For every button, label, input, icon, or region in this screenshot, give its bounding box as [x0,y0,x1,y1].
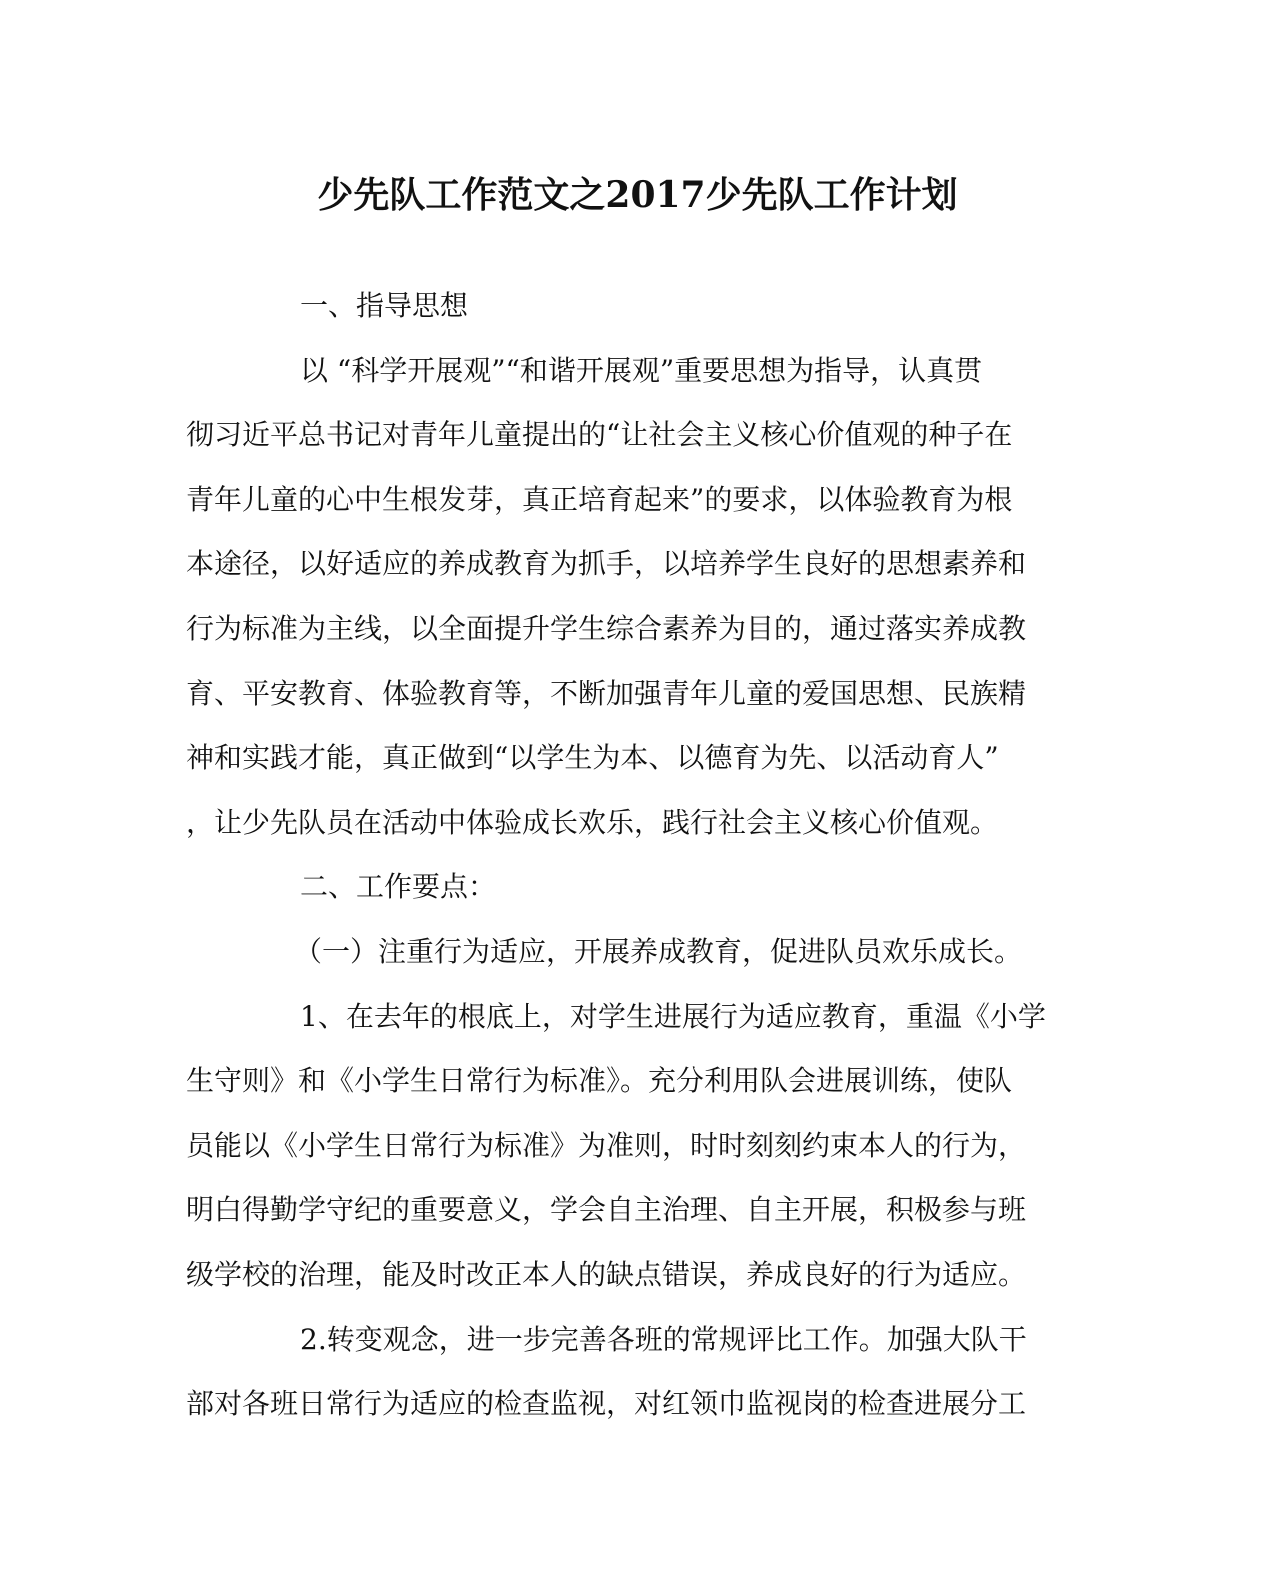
document-body [186,274,1066,1437]
paragraph-line: 1、在去年的根底上，对学生进展行为适应教育，重温《小学 [300,999,1046,1033]
paragraph-line: 神和实践才能，真正做到“以学生为本、以德育为先、以活动育人” [186,741,999,775]
paragraph-line: 明白得勤学守纪的重要意义，学会自主治理、自主开展，积极参与班 [186,1193,1027,1227]
paragraph-line: 员能以《小学生日常行为标准》为准则，时时刻刻约束本人的行为， [186,1128,1027,1162]
paragraph-line: 部对各班日常行为适应的检查监视，对红领巾监视岗的检查进展分工 [186,1387,1027,1421]
paragraph-line: 级学校的治理，能及时改正本人的缺点错误，养成良好的行为适应。 [186,1257,1027,1291]
section-heading: 一、指导思想 [300,289,469,322]
paragraph-line: 2.转变观念，进一步完善各班的常规评比工作。加强大队干 [300,1322,1027,1356]
document-title: 少先队工作范文之2017少先队工作计划 [317,174,958,216]
paragraph-line: 彻习近平总书记对青年儿童提出的“让社会主义核心价值观的种子在 [186,418,1013,452]
paragraph-line: 青年儿童的心中生根发芽，真正培育起来”的要求，以体验教育为根 [186,482,1013,516]
paragraph-line: 育、平安教育、体验教育等，不断加强青年儿童的爱国思想、民族精 [186,676,1027,710]
subsection-heading: （一）注重行为适应，开展养成教育，促进队员欢乐成长。 [294,934,1023,968]
paragraph-line: ，让少先队员在活动中体验成长欢乐，践行社会主义核心价值观。 [186,805,999,839]
paragraph-line: 行为标准为主线，以全面提升学生综合素养为目的，通过落实养成教 [186,611,1027,645]
section-heading: 二、工作要点： [300,870,497,904]
paragraph-line: 本途径，以好适应的养成教育为抓手，以培养学生良好的思想素养和 [186,547,1027,581]
paragraph-line: 生守则》和《小学生日常行为标准》。充分利用队会进展训练，使队 [186,1064,1013,1098]
paragraph-line: 以 “科学开展观”“和谐开展观”重要思想为指导，认真贯 [300,353,983,387]
